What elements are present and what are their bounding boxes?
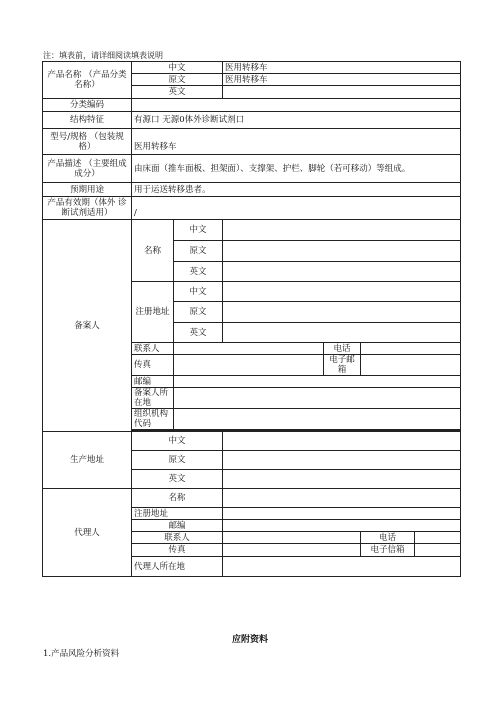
agent-postcode-label: 邮编 [132,520,223,532]
filing-form-table [42,61,461,577]
agent-phone-value[interactable] [415,532,461,544]
product-name-orig-value[interactable]: 医用转移车 [223,74,461,86]
production-address-label: 生产地址 [43,432,132,489]
description-label: 产品描述 （主要组成成分） [43,155,132,183]
intended-use-label: 预期用途 [43,183,132,197]
product-name-zh-value[interactable]: 医用转移车 [223,62,461,74]
agent-reg-address-label: 注册地址 [132,508,223,520]
filer-reg-zh-label: 中文 [174,282,223,302]
filer-name-en-value[interactable] [223,262,461,282]
filer-postcode-label: 邮编 [132,376,174,388]
filer-org-code-value[interactable] [174,409,461,430]
production-orig-label: 原文 [132,451,223,470]
filer-org-code-label: 组织机构代码 [132,409,174,430]
agent-contact-label: 联系人 [132,532,223,544]
filer-location-value[interactable] [174,388,461,409]
appendix-item: 1.产品风险分析资料 [43,649,120,659]
description-value[interactable]: 由床面（推车面板、担架面）、支撑架、护栏、脚轮（若可移动）等组成。 [132,155,461,183]
filer-reg-en-value[interactable] [223,323,461,343]
filer-name-zh-value[interactable] [223,220,461,241]
agent-name-value[interactable] [223,489,461,508]
production-zh-value[interactable] [223,432,461,451]
agent-reg-address-value[interactable] [223,508,461,520]
agent-fax-value[interactable] [223,544,361,557]
agent-phone-label: 电话 [361,532,415,544]
filer-name-orig-value[interactable] [223,241,461,262]
production-orig-value[interactable] [223,451,461,470]
agent-label: 代理人 [43,489,132,577]
product-name-zh-label: 中文 [132,62,223,74]
filer-email-value[interactable] [361,355,461,376]
filer-reg-en-label: 英文 [174,323,223,343]
agent-fax-label: 传真 [132,544,223,557]
model-value[interactable]: 医用转移车 [132,129,461,155]
production-zh-label: 中文 [132,432,223,451]
product-name-en-label: 英文 [132,86,223,99]
product-name-en-value[interactable] [223,86,461,99]
product-name-label: 产品名称 （产品分类名称） [43,62,132,99]
filer-reg-zh-value[interactable] [223,282,461,302]
filer-name-en-label: 英文 [174,262,223,282]
agent-contact-value[interactable] [223,532,361,544]
validity-value[interactable]: / [132,197,461,220]
filer-name-zh-label: 中文 [174,220,223,241]
filer-label: 备案人 [43,220,132,432]
filer-postcode-value[interactable] [174,376,461,388]
filer-name-orig-label: 原文 [174,241,223,262]
filer-contact-label: 联系人 [132,343,174,355]
filer-reg-orig-value[interactable] [223,302,461,323]
filer-reg-address-label: 注册地址 [132,282,174,343]
agent-location-label: 代理人所在地 [132,557,223,577]
filer-phone-label: 电话 [324,343,361,355]
production-en-label: 英文 [132,470,223,489]
agent-postcode-value[interactable] [223,520,461,532]
filer-location-label: 备案人所在地 [132,388,174,409]
appendix-title: 应附资料 [231,635,268,645]
filer-reg-orig-label: 原文 [174,302,223,323]
filer-fax-label: 传真 [132,355,174,376]
structure-value[interactable]: 有源口 无源0体外诊断试剂口 [132,112,461,129]
agent-mailbox-label: 电子信箱 [361,544,415,557]
form-note: 注：填表前，请详细阅读填表说明 [43,51,163,60]
filer-fax-value[interactable] [174,355,324,376]
production-en-value[interactable] [223,470,461,489]
filer-email-label: 电子邮箱 [324,355,361,376]
filer-contact-value[interactable] [174,343,324,355]
product-name-orig-label: 原文 [132,74,223,86]
filer-name-label: 名称 [132,220,174,282]
classification-code-label: 分类编码 [43,99,132,112]
validity-label: 产品有效期（体外 诊断试剂适用） [43,197,132,220]
agent-name-label: 名称 [132,489,223,508]
agent-mailbox-value[interactable] [415,544,461,557]
filer-phone-value[interactable] [361,343,461,355]
intended-use-value[interactable]: 用于运送转移患者。 [132,183,461,197]
agent-location-value[interactable] [223,557,461,577]
model-label: 型号/规格 （包装规格） [43,129,132,155]
classification-code-value[interactable] [132,99,461,112]
structure-label: 结构特征 [43,112,132,129]
